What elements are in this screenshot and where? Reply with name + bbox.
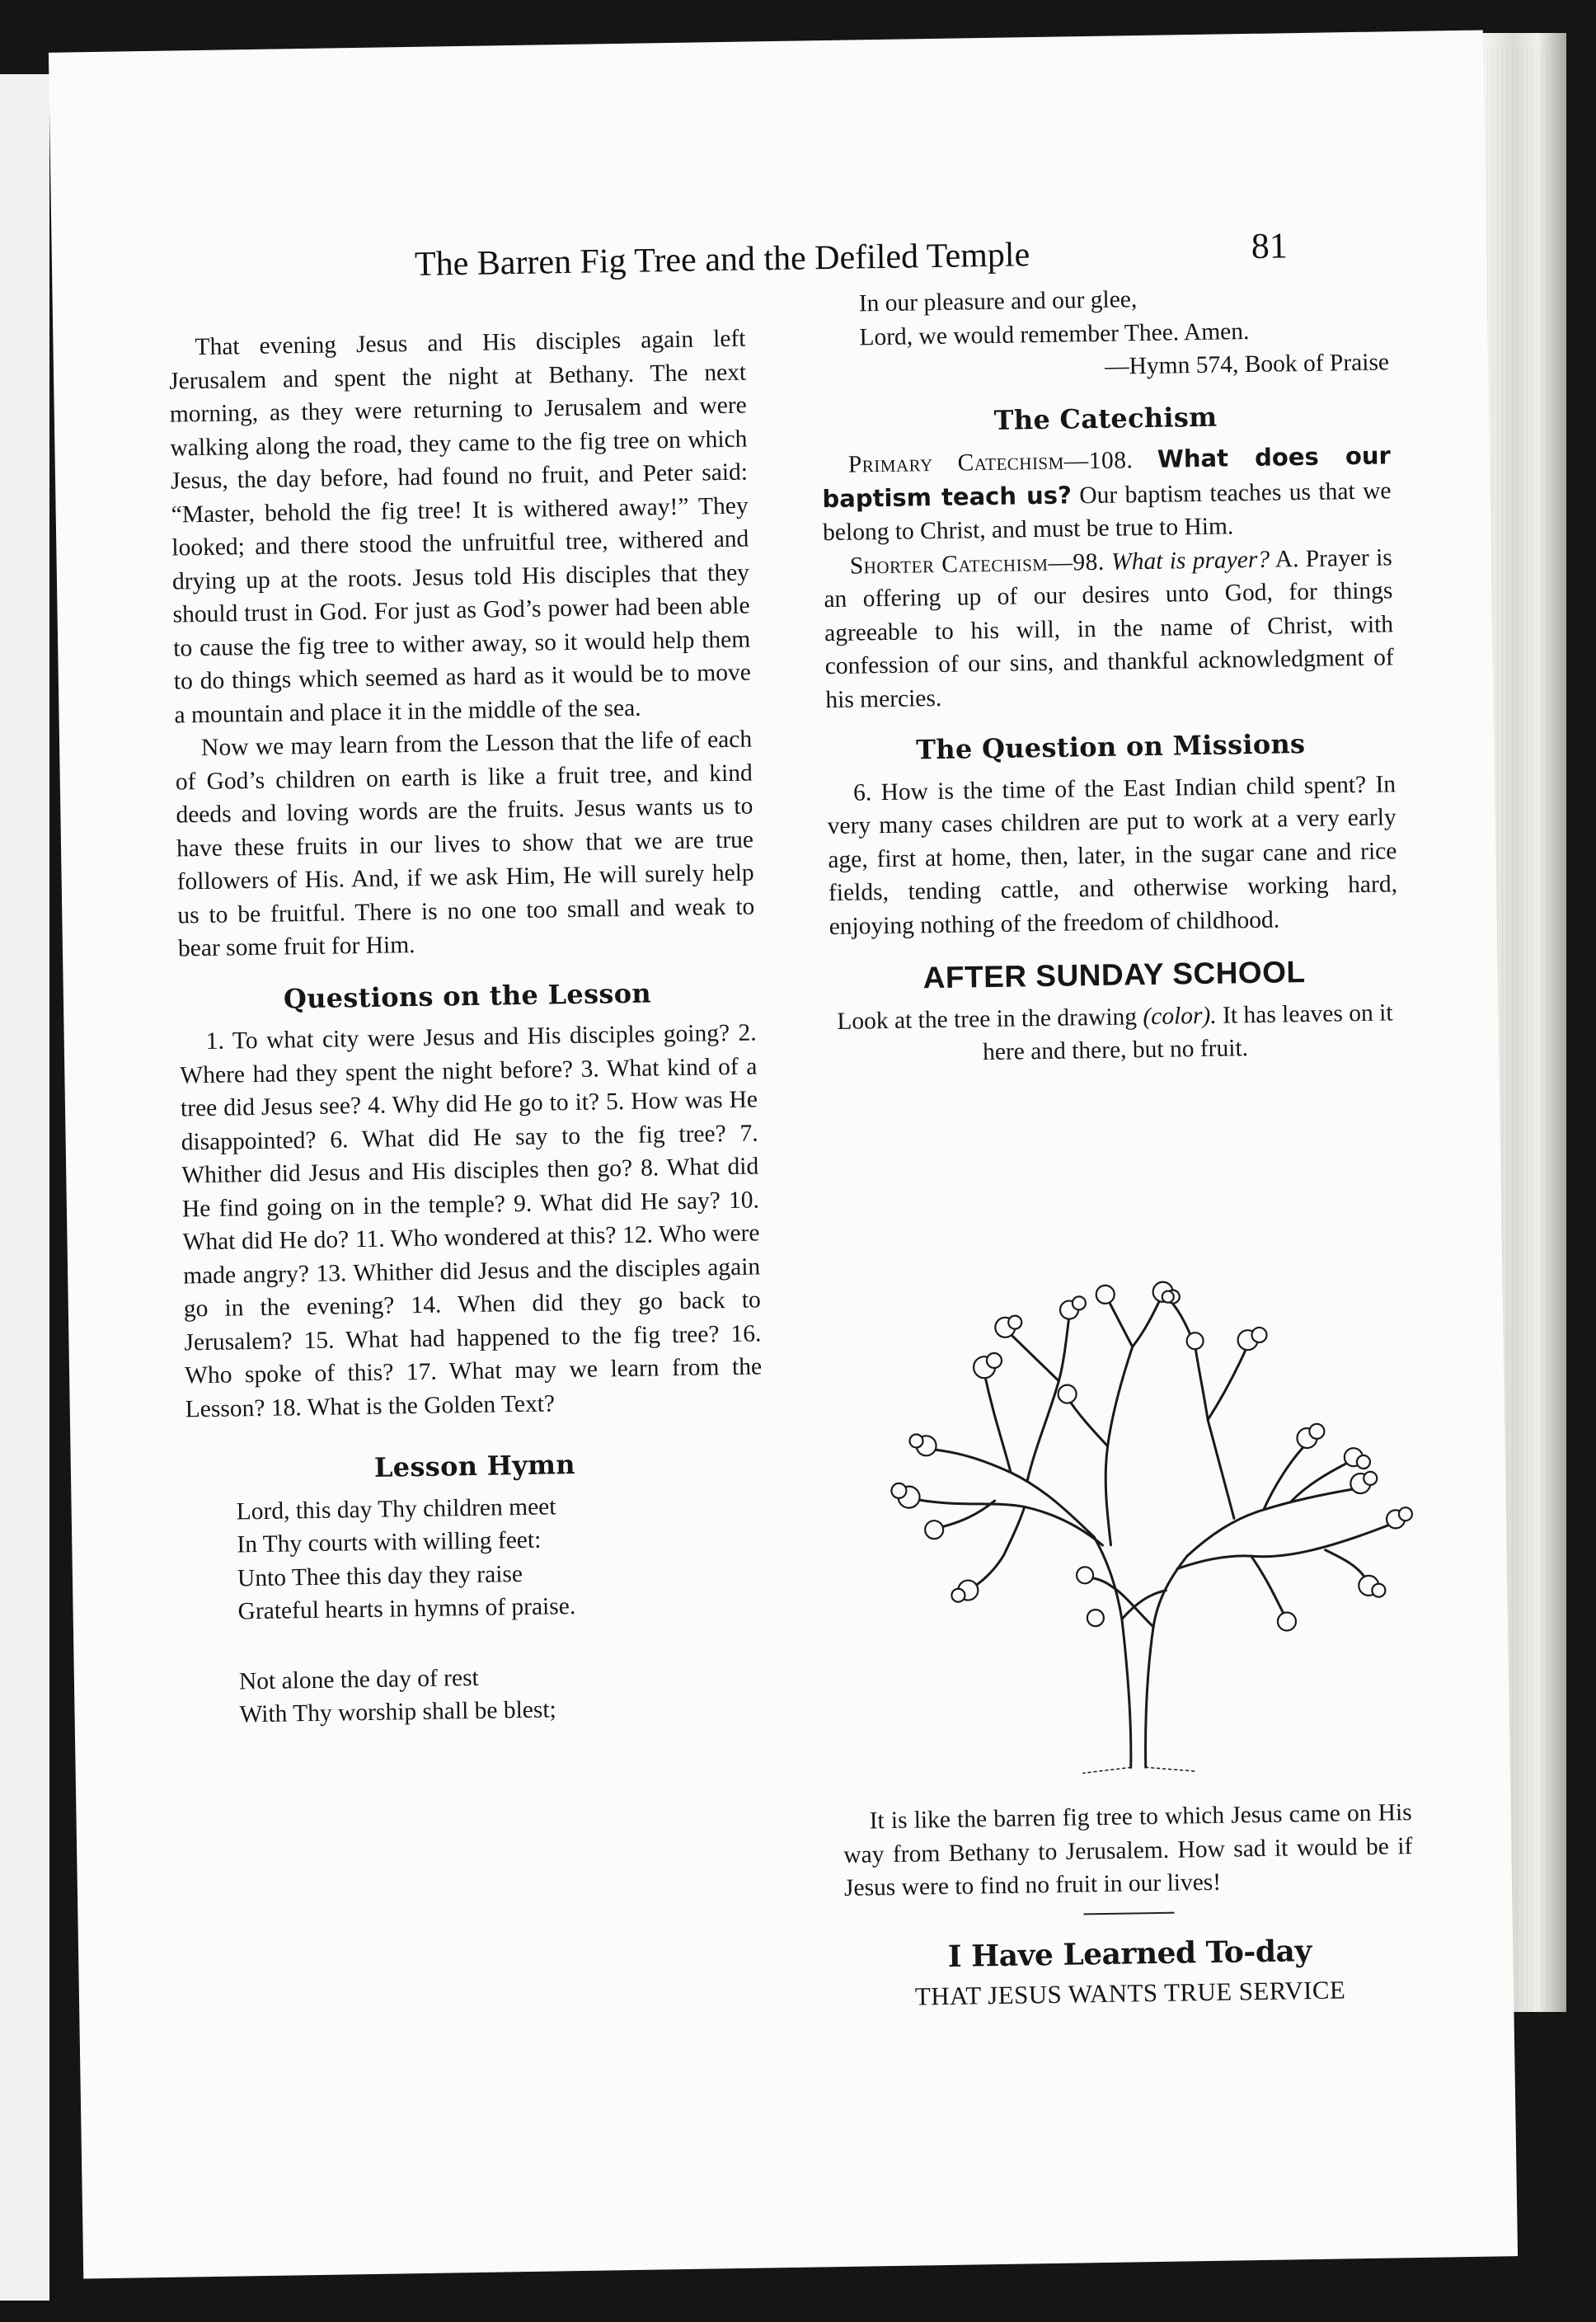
tree-drawing	[859, 1268, 1428, 1789]
after-intro-text: Look at the tree in the drawing	[837, 1003, 1143, 1035]
after-intro-color: (color).	[1143, 1002, 1217, 1030]
primary-catechism-question: What does our baptism teach us?	[822, 441, 1392, 513]
hymn-credit: —Hymn 574, Book of Praise	[1104, 349, 1390, 380]
book-page	[49, 31, 1518, 2279]
shorter-catechism-label: Shorter Catechism—98.	[849, 548, 1105, 580]
page-number: 81	[1251, 225, 1289, 266]
story-paragraph-1: That evening Jesus and His disciples again left Jerusalem and spent the night at Bethany. The next morning, as they were returning to Jerusalem and were walking along the road, they came to the fig tree on which Jesus, the day before, had found no fruit, and Peter said: “Master, behold the fig tree! It is withered away!” They looked; and there stood the unfruitful tree, withered and drying up at the roots. Jesus told His disciples that they should trust in God. For just as God’s power had been able to cause the fig tree to wither away, so it would help them to do things which seemed as hard as it would be to move a mountain and place it in the middle of the sea.	[168, 325, 752, 729]
questions-text: 1. To what city were Jesus and His disciples going? 2. Where had they spent the night before? 3. What kind of a tree did Jesus see? 4. Why did He go to it? 5. How was He disappointed? 6. What did He say to the fig tree? 7. Whither did Jesus and His disciples then go? 8. What did He find going on in the temple? 9. What did He say? 10. What did He do? 11. Who wondered at this? 12. Who were made angry? 13. Whither did Jesus and the disciples again go in the evening? 14. When did they go back to Jerusalem? 15. What had happened to the fig tree? 16. Who spoke of this? 17. What may we learn from the Lesson? 18. What is the Golden Text?	[180, 1019, 763, 1422]
learned-text: THAT JESUS WANTS TRUE SERVICE	[914, 1975, 1346, 2011]
hymn-line: Lord, this day Thy children meet	[236, 1492, 556, 1525]
primary-catechism	[822, 439, 1392, 549]
hymn-line: Grateful hearts in hymns of praise.	[237, 1593, 576, 1625]
after-text: It is like the barren fig tree to which Jesus came on His way from Bethany to Jerusalem. How sad it would be if Jesus were to find no fruit in our lives!	[843, 1799, 1413, 1901]
questions-heading: Questions on the Lesson	[283, 976, 652, 1014]
catechism-heading: The Catechism	[993, 401, 1218, 436]
barren-tree-icon	[859, 1268, 1428, 1789]
shorter-catechism-question: What is prayer?	[1110, 546, 1270, 576]
hymn-line: Unto Thee this day they raise	[237, 1560, 523, 1591]
learned-heading: I Have Learned To-day	[947, 1933, 1312, 1974]
left-column	[168, 322, 767, 1732]
primary-catechism-label: Primary Catechism—108.	[847, 447, 1134, 478]
after-sunday-school-heading: AFTER SUNDAY SCHOOL	[922, 955, 1306, 995]
right-column	[819, 279, 1400, 1071]
hymn-line: Not alone the day of rest	[238, 1664, 479, 1694]
hymn-stanza-2	[190, 1657, 767, 1732]
page-title: The Barren Fig Tree and the Defiled Temple	[414, 236, 1030, 284]
hymn-line: With Thy worship shall be blest;	[239, 1696, 556, 1728]
shorter-catechism	[823, 541, 1394, 717]
missions-text: 6. How is the time of the East Indian child spent? In very many cases children are put to work at a very early age, first at home, then, later, in the sugar cane and rice fields, tending cattle, and otherwise working hard, enjoying nothing of the freedom of childhood.	[827, 770, 1398, 940]
hymn-line: In our pleasure and our glee,	[858, 286, 1138, 317]
after-intro-text-2: It has leaves on it here and there, but no fruit.	[982, 999, 1393, 1066]
divider-rule	[1083, 1911, 1174, 1915]
shorter-catechism-answer: A. Prayer is an offering up of our desires unto God, for things agreeable to his will, in the name of Christ, with confession of our sins, and thankful acknowledgment of his mercies.	[824, 543, 1394, 713]
after-intro	[830, 996, 1400, 1072]
missions-heading: The Question on Missions	[915, 727, 1306, 766]
story-paragraph-2: Now we may learn from the Lesson that the life of each of God’s children on earth is like a fruit tree, and kind deeds and loving words are the fruits. Jesus wants us to have these fruits in our lives to show that we are true followers of His. And, if we ask Him, He will surely help us to be fruitful. There is no one too small and weak to bear some fruit for Him.	[175, 726, 755, 962]
primary-catechism-answer: Our baptism teaches us that we belong to Christ, and must be true to Him.	[822, 477, 1392, 547]
hymn-heading: Lesson Hymn	[373, 1449, 576, 1483]
hymn-line: In Thy courts with willing feet:	[237, 1526, 542, 1558]
right-column-bottom	[843, 1796, 1415, 2014]
running-head	[349, 225, 1338, 284]
hymn-line: Lord, we would remember Thee. Amen.	[859, 317, 1250, 350]
left-page-edge	[0, 74, 49, 2301]
hymn-stanza-1	[186, 1487, 765, 1629]
